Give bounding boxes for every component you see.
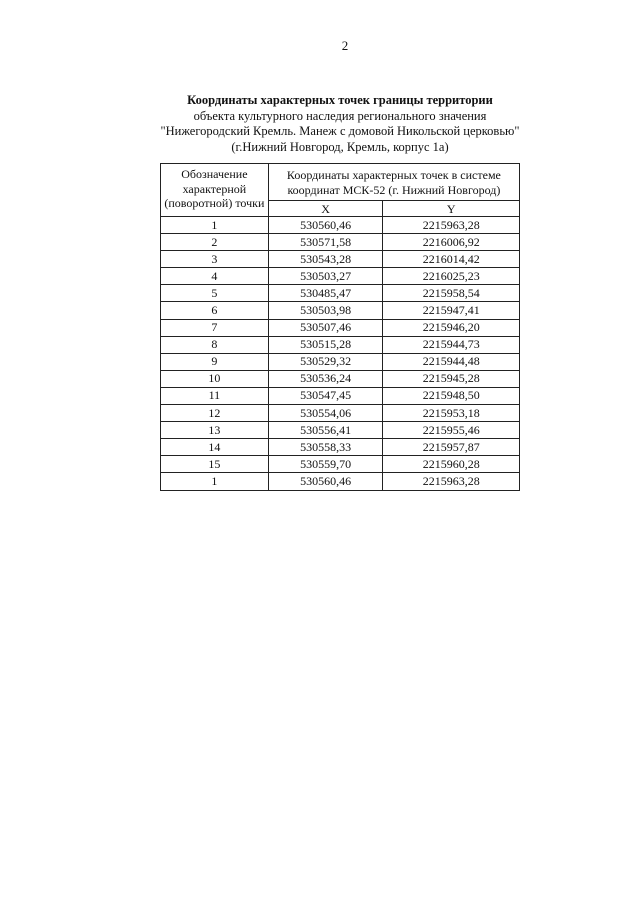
- cell-point: 1: [161, 473, 269, 490]
- cell-y: 2215960,28: [383, 456, 520, 473]
- cell-x: 530503,98: [268, 302, 383, 319]
- cell-x: 530485,47: [268, 285, 383, 302]
- cell-x: 530571,58: [268, 234, 383, 251]
- cell-x: 530547,45: [268, 387, 383, 404]
- table-row: [161, 473, 520, 490]
- table-row: [161, 439, 520, 456]
- cell-point: 5: [161, 285, 269, 302]
- table-row: [161, 336, 520, 353]
- table-row: [161, 268, 520, 285]
- cell-x: 530554,06: [268, 405, 383, 422]
- header-coordinate-system: Координаты характерных точек в системе координат МСК-52 (г. Нижний Новгород): [268, 164, 519, 201]
- table-row: [161, 217, 520, 234]
- header-y: Y: [383, 201, 520, 217]
- cell-x: 530558,33: [268, 439, 383, 456]
- cell-x: 530560,46: [268, 473, 383, 490]
- table-row: [161, 285, 520, 302]
- cell-y: 2215963,28: [383, 217, 520, 234]
- cell-y: 2215953,18: [383, 405, 520, 422]
- table-row: [161, 319, 520, 336]
- cell-x: 530503,27: [268, 268, 383, 285]
- coordinates-table: [160, 163, 520, 491]
- cell-y: 2215958,54: [383, 285, 520, 302]
- cell-x: 530559,70: [268, 456, 383, 473]
- cell-x: 530536,24: [268, 370, 383, 387]
- cell-x: 530560,46: [268, 217, 383, 234]
- cell-point: 1: [161, 217, 269, 234]
- cell-y: 2215946,20: [383, 319, 520, 336]
- cell-x: 530529,32: [268, 353, 383, 370]
- cell-point: 13: [161, 422, 269, 439]
- cell-point: 15: [161, 456, 269, 473]
- header-point-designation: Обозначение характерной (поворотной) точки: [161, 164, 269, 217]
- cell-point: 12: [161, 405, 269, 422]
- table-row: [161, 353, 520, 370]
- cell-y: 2215963,28: [383, 473, 520, 490]
- cell-y: 2215955,46: [383, 422, 520, 439]
- cell-y: 2215945,28: [383, 370, 520, 387]
- cell-y: 2215947,41: [383, 302, 520, 319]
- table-row: [161, 370, 520, 387]
- cell-y: 2215957,87: [383, 439, 520, 456]
- cell-y: 2216014,42: [383, 251, 520, 268]
- cell-point: 2: [161, 234, 269, 251]
- cell-x: 530515,28: [268, 336, 383, 353]
- cell-x: 530507,46: [268, 319, 383, 336]
- table-header: [161, 164, 520, 217]
- cell-point: 4: [161, 268, 269, 285]
- title-subtitle-line-1: объекта культурного наследия регионального значения: [193, 108, 487, 123]
- table-row: [161, 456, 520, 473]
- cell-y: 2215948,50: [383, 387, 520, 404]
- table-body: [161, 217, 520, 491]
- cell-point: 10: [161, 370, 269, 387]
- table-row: [161, 387, 520, 404]
- cell-point: 11: [161, 387, 269, 404]
- cell-x: 530543,28: [268, 251, 383, 268]
- title-heading: Координаты характерных точек границы территории: [187, 93, 493, 107]
- cell-point: 3: [161, 251, 269, 268]
- cell-point: 9: [161, 353, 269, 370]
- cell-y: 2216025,23: [383, 268, 520, 285]
- cell-x: 530556,41: [268, 422, 383, 439]
- page-number: 2: [341, 38, 349, 53]
- cell-point: 8: [161, 336, 269, 353]
- table-row: [161, 405, 520, 422]
- header-x: X: [268, 201, 383, 217]
- cell-point: 7: [161, 319, 269, 336]
- table-row: [161, 251, 520, 268]
- cell-point: 14: [161, 439, 269, 456]
- cell-y: 2215944,48: [383, 353, 520, 370]
- table-row: [161, 234, 520, 251]
- cell-point: 6: [161, 302, 269, 319]
- cell-y: 2216006,92: [383, 234, 520, 251]
- title-subtitle-line-3: (г.Нижний Новгород, Кремль, корпус 1а): [231, 139, 449, 154]
- cell-y: 2215944,73: [383, 336, 520, 353]
- table-row: [161, 302, 520, 319]
- title-subtitle-line-2: "Нижегородский Кремль. Манеж с домовой Никольской церковью": [160, 124, 520, 138]
- document-title: [160, 93, 520, 155]
- table-row: [161, 422, 520, 439]
